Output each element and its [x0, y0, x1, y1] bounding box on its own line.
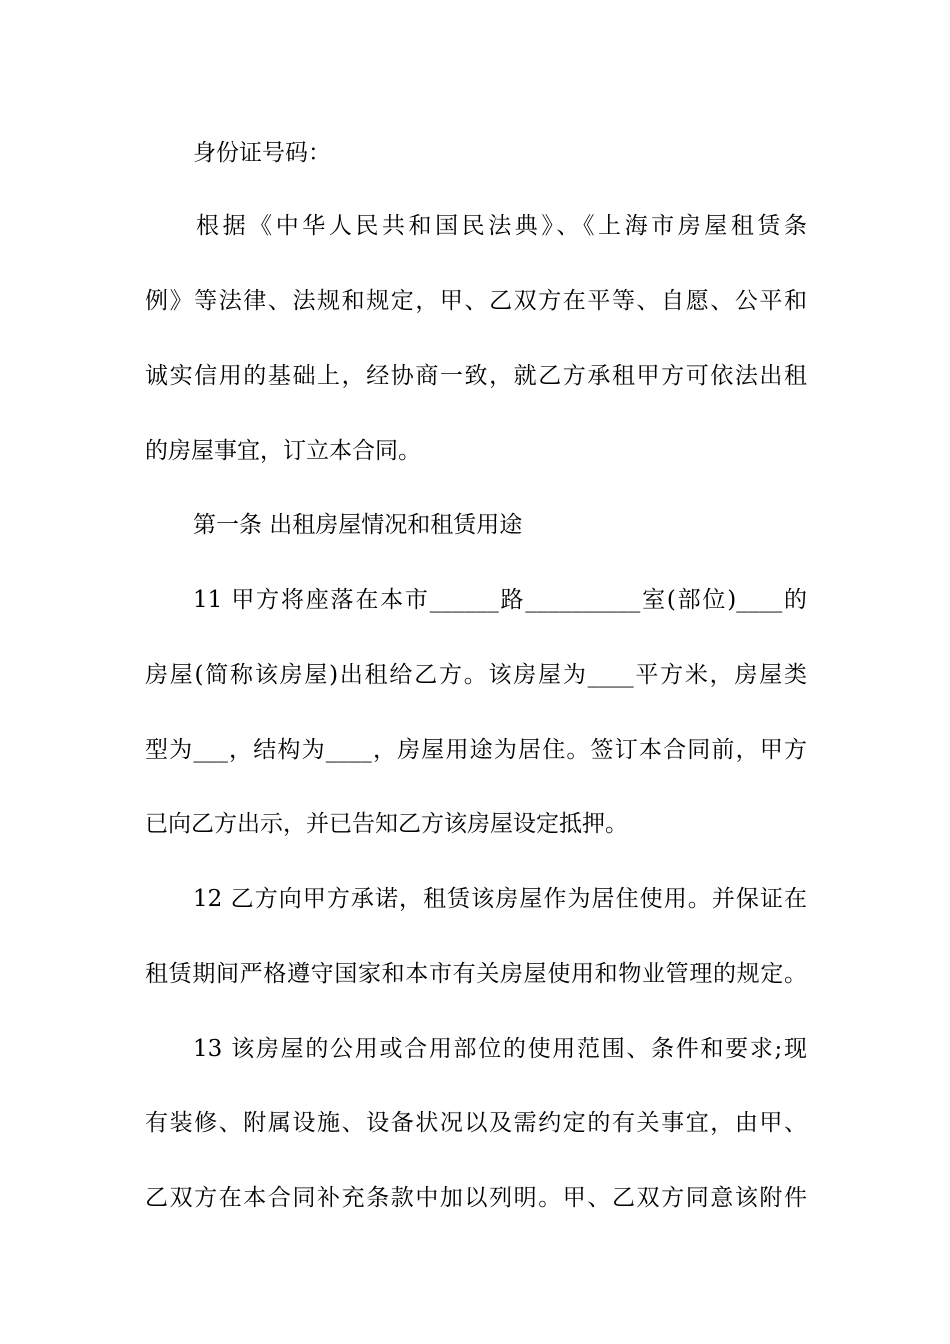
paragraph-line: 的房屋事宜，订立本合同。 — [145, 438, 421, 464]
paragraph-line: 乙双方在本合同补充条款中加以列明。甲、乙双方同意该附件 — [145, 1185, 807, 1211]
paragraph-line: 13 该房屋的公用或合用部位的使用范围、条件和要求;现 — [193, 1036, 807, 1062]
paragraph-line: 房屋(简称该房屋)出租给乙方。该房屋为____平方米，房屋类 — [145, 662, 807, 688]
paragraph-line: 型为___，结构为____，房屋用途为居住。签订本合同前，甲方 — [145, 737, 807, 763]
paragraph-line: 根据《中华人民共和国民法典》、《上海市房屋租赁条 — [196, 213, 807, 239]
paragraph-line: 诚实信用的基础上，经协商一致，就乙方承租甲方可依法出租 — [145, 363, 807, 389]
paragraph-line: 已向乙方出示，并已告知乙方该房屋设定抵押。 — [145, 811, 628, 837]
paragraph-line: 例》等法律、法规和规定，甲、乙双方在平等、自愿、公平和 — [145, 288, 807, 314]
paragraph-line: 租赁期间严格遵守国家和本市有关房屋使用和物业管理的规定。 — [145, 961, 807, 987]
paragraph-line: 有装修、附属设施、设备状况以及需约定的有关事宜，由甲、 — [145, 1110, 807, 1136]
paragraph-line: 11 甲方将座落在本市______路__________室(部位)____的 — [193, 587, 807, 613]
id-number-label: 身份证号码： — [193, 140, 331, 166]
paragraph-line: 12 乙方向甲方承诺，租赁该房屋作为居住使用。并保证在 — [193, 886, 807, 912]
section-heading: 第一条 出租房屋情况和租赁用途 — [193, 512, 523, 538]
